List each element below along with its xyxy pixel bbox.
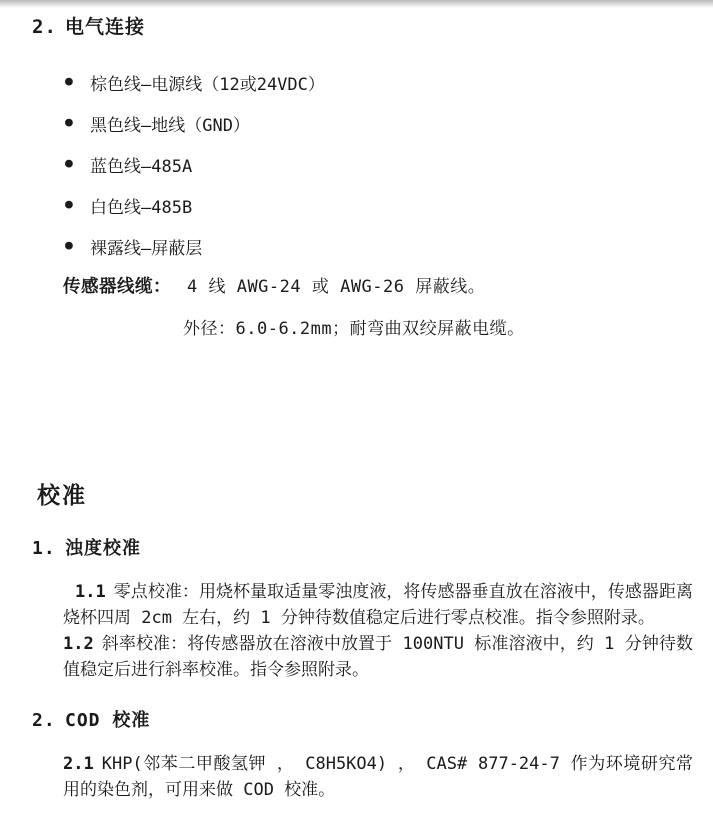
subsection-title: 浊度校准	[65, 538, 141, 559]
subsection-number: 1.	[32, 538, 56, 559]
paragraph-number: 1.1	[75, 582, 106, 602]
sensor-cable-spec: 4 线 AWG-24 或 AWG-26 屏蔽线。	[187, 277, 486, 297]
section-electrical-connection	[0, 15, 713, 341]
paragraph-number: 2.1	[63, 754, 94, 774]
bullet-icon: ●	[65, 238, 73, 253]
section-calibration	[0, 481, 713, 803]
cod-paragraphs	[63, 751, 693, 803]
subsection-title: COD 校准	[65, 710, 151, 731]
wire-list	[65, 70, 713, 258]
section-title: 电气连接	[65, 16, 146, 38]
sensor-cable-diameter: 外径：6.0-6.2mm；耐弯曲双绞屏蔽电缆。	[183, 319, 525, 339]
paragraph-zero-calibration	[63, 579, 693, 631]
bullet-icon: ●	[65, 115, 73, 130]
subsection-heading-turbidity	[32, 537, 713, 561]
list-item	[65, 111, 713, 135]
wire-label-brown: 棕色线—电源线（12或24VDC）	[90, 74, 325, 95]
paragraph-number: 1.2	[63, 634, 94, 654]
wire-label-black: 黑色线—地线（GND）	[90, 115, 250, 136]
list-item	[65, 70, 713, 94]
paragraph-text: KHP(邻苯二甲酸氢钾 ， C8H5KO4) ， CAS# 877-24-7 作为环境研究常用的染色剂，可用来做 COD 校准。	[63, 754, 693, 800]
paragraph-text: 零点校准：用烧杯量取适量零浊度液，将传感器垂直放在溶液中，传感器距离烧杯四周 2cm 左右，约 1 分钟待数值稳定后进行零点校准。指令参照附录。	[63, 582, 693, 628]
wire-label-bare: 裸露线—屏蔽层	[90, 238, 203, 259]
sensor-cable-row	[63, 275, 713, 299]
section-heading-electrical	[32, 15, 713, 40]
calibration-heading: 校准	[37, 483, 87, 509]
subsection-heading-cod	[32, 709, 713, 733]
page-top-shadow	[0, 0, 713, 8]
list-item	[65, 193, 713, 217]
section-number: 2.	[32, 16, 57, 38]
bullet-icon: ●	[65, 197, 73, 212]
bullet-icon: ●	[65, 156, 73, 171]
wire-label-blue: 蓝色线—485A	[90, 156, 193, 177]
subsection-number: 2.	[32, 710, 56, 731]
sensor-cable-label: 传感器线缆：	[63, 277, 171, 297]
paragraph-text: 斜率校准：将传感器放在溶液中放置于 100NTU 标准溶液中，约 1 分钟待数值稳定后进行斜率校准。指令参照附录。	[63, 634, 693, 680]
list-item	[65, 152, 713, 176]
list-item	[65, 234, 713, 258]
wire-label-white: 白色线—485B	[90, 197, 193, 218]
bullet-icon: ●	[65, 74, 73, 89]
turbidity-paragraphs	[63, 579, 693, 683]
paragraph-cod-calibration	[63, 751, 693, 803]
paragraph-slope-calibration	[63, 631, 693, 683]
